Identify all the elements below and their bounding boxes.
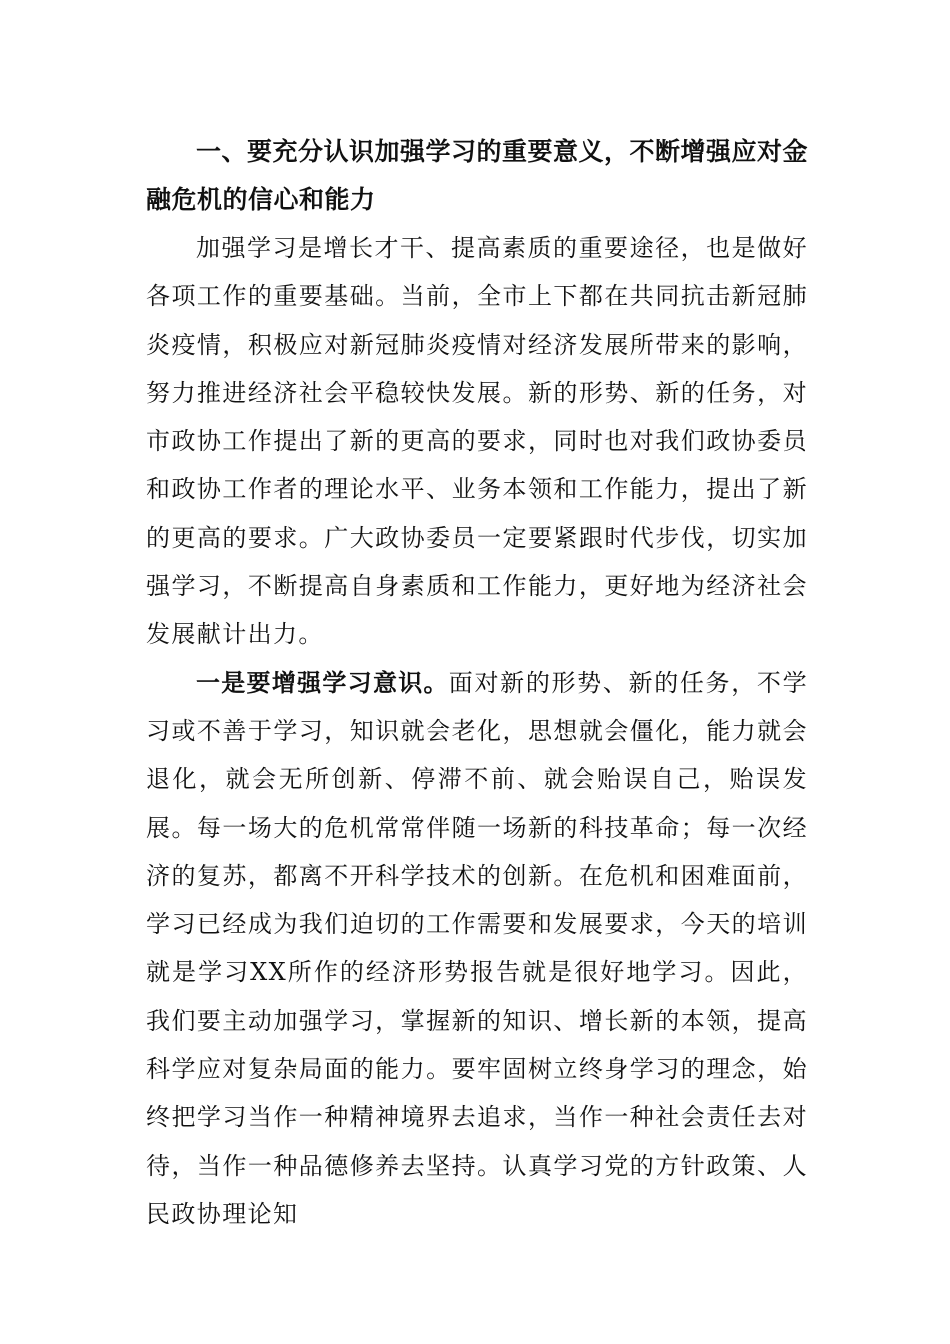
paragraph-2-body: 面对新的形势、新的任务，不学习或不善于学习，知识就会老化，思想就会僵化，能力就会退化，就会无所创新、停滞不前、就会贻误自己，贻误发展。每一场大的危机常常伴随一场新的科技革命；每一次经济的复苏，都离不开科学技术的创新。在危机和困难面前，学习已经成为我们迫切的工作需要和发展要求，今天的培训就是学习XX所作的经济形势报告就是很好地学习。因此，我们要主动加强学习，掌握新的知识、增长新的本领，提高科学应对复杂局面的能力。要牢固树立终身学习的理念，始终把学习当作一种精神境界去追求，当作一种社会责任去对待，当作一种品德修养去坚持。认真学习党的方针政策、人民政协理论知 — [146, 668, 808, 1228]
paragraph-2-lead: 一是要增强学习意识。 — [196, 668, 449, 697]
section-heading: 一、要充分认识加强学习的重要意义，不断增强应对金融危机的信心和能力 — [146, 137, 809, 214]
document-body — [146, 128, 808, 1238]
paragraph-1: 加强学习是增长才干、提高素质的重要途径，也是做好各项工作的重要基础。当前，全市上下都在共同抗击新冠肺炎疫情，积极应对新冠肺炎疫情对经济发展所带来的影响，努力推进经济社会平稳较快发展。新的形势、新的任务，对市政协工作提出了新的更高的要求，同时也对我们政协委员和政协工作者的理论水平、业务本领和工作能力，提出了新的更高的要求。广大政协委员一定要紧跟时代步伐，切实加强学习，不断提高自身素质和工作能力，更好地为经济社会发展献计出力。 — [146, 234, 808, 649]
paragraph-2 — [146, 659, 808, 1239]
